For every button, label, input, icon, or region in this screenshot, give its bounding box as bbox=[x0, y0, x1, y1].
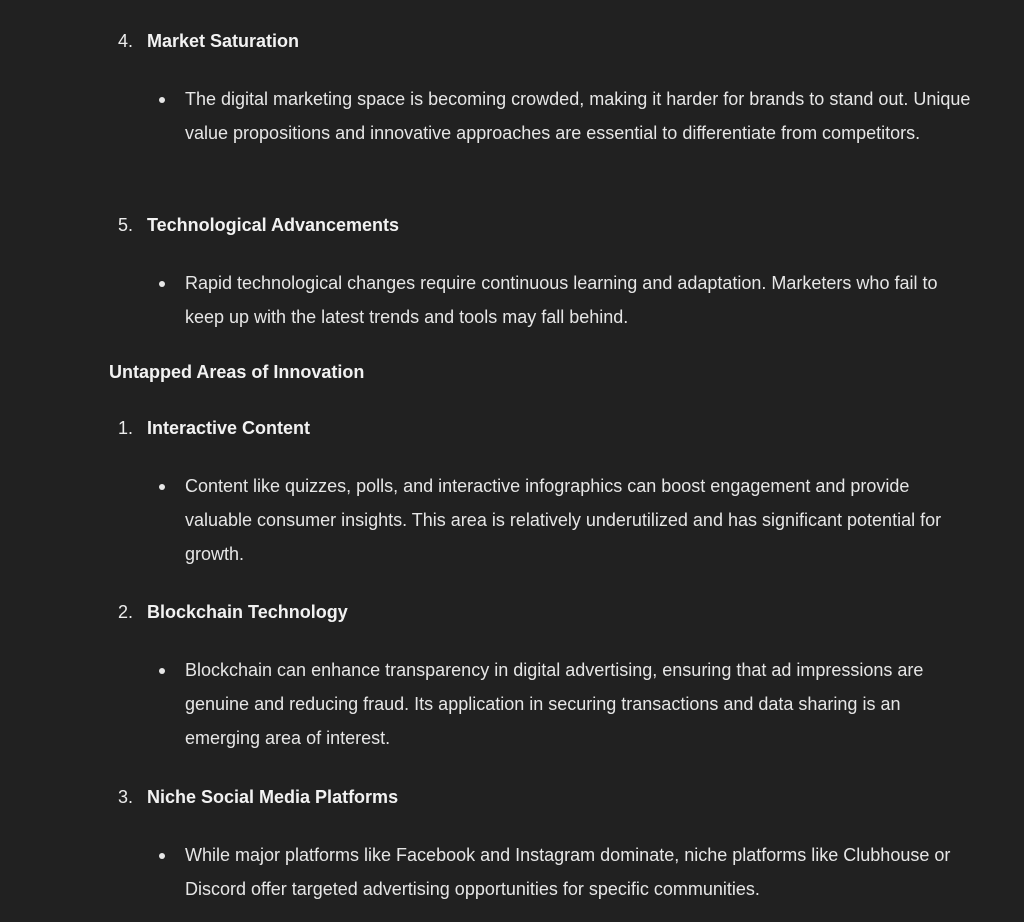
bullet-icon bbox=[159, 281, 165, 287]
bullet-icon bbox=[159, 484, 165, 490]
list-item-blockchain-technology bbox=[118, 600, 348, 624]
list-item-niche-social-media bbox=[118, 785, 398, 809]
list-number: 2. bbox=[118, 602, 134, 622]
list-item-title: Market Saturation bbox=[147, 31, 300, 51]
bullet-text: Content like quizzes, polls, and interactive infographics can boost engagement and provide valuable consumer insights. This area is relatively underutilized and has significant potential for growth. bbox=[185, 476, 942, 564]
list-number: 3. bbox=[118, 787, 134, 807]
bullet-icon bbox=[159, 853, 165, 859]
bullet-text: Rapid technological changes require continuous learning and adaptation. Marketers who fail to keep up with the latest trends and tools may fall behind. bbox=[185, 273, 938, 327]
bullet-text: Blockchain can enhance transparency in digital advertising, ensuring that ad impressions are genuine and reducing fraud. Its application in securing transactions and data sharing is an emerging area of interest. bbox=[185, 660, 924, 748]
list-number: 5. bbox=[118, 215, 134, 235]
section-heading: Untapped Areas of Innovation bbox=[109, 362, 365, 382]
list-item-market-saturation bbox=[118, 29, 299, 53]
list-item-title: Technological Advancements bbox=[147, 215, 400, 235]
list-number: 1. bbox=[118, 418, 134, 438]
list-item-technological-advancements bbox=[118, 213, 399, 237]
list-item-title: Niche Social Media Platforms bbox=[147, 787, 399, 807]
list-item-title: Blockchain Technology bbox=[147, 602, 348, 622]
bullet-text: While major platforms like Facebook and Instagram dominate, niche platforms like Clubhouse or Discord offer targeted advertising opportunities for specific communities. bbox=[185, 845, 951, 899]
list-item-interactive-content bbox=[118, 416, 310, 440]
list-item-title: Interactive Content bbox=[147, 418, 311, 438]
bullet-icon bbox=[159, 668, 165, 674]
bullet-icon bbox=[159, 97, 165, 103]
list-number: 4. bbox=[118, 31, 134, 51]
bullet-text: The digital marketing space is becoming crowded, making it harder for brands to stand out. Unique value propositions and innovative approaches are essential to differentiate from competitors. bbox=[185, 89, 971, 143]
